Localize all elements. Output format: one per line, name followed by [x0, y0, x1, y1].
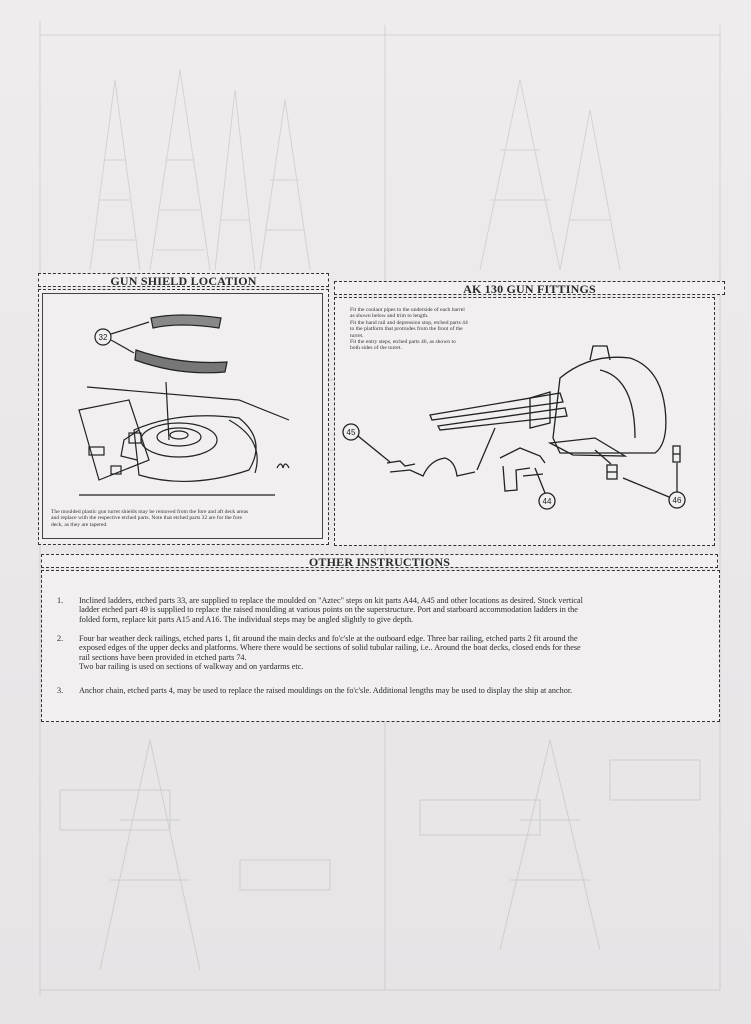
- instruction-number: 3.: [57, 686, 64, 695]
- gun-shield-caption: The moulded plastic gun turret shields may be removed from the fore and aft deck areas and replace with the respective etched parts. Note that etched parts 32 are for the fore deck, as they are tapered.: [51, 509, 249, 528]
- gun-shield-panel: [38, 289, 329, 545]
- instruction-number: 2.: [57, 634, 64, 643]
- other-instructions-title: OTHER INSTRUCTIONS: [41, 554, 718, 568]
- instruction-number: 1.: [57, 596, 64, 605]
- instruction-text: Anchor chain, etched parts 4, may be used to replace the raised mouldings on the fo'c'sle. Additional lengths may be used to display the ship at anchor.: [79, 686, 573, 695]
- callout-46: 46: [672, 496, 682, 505]
- gun-fittings-title: AK 130 GUN FITTINGS: [334, 281, 725, 295]
- instruction-item-1: [57, 596, 707, 636]
- gun-fittings-diagram: [335, 298, 713, 544]
- callout-45: 45: [346, 428, 356, 437]
- gun-fittings-notes: Fit the coolant pipes to the underside of each barrel as shown below and trim to length. Fit the hand rail and depression stop, etched parts 44 to the platform that protrudes from the front of the turret. Fit the entry steps, etched parts 46, as shown to both sides of the turret.: [350, 307, 468, 352]
- instruction-text: Four bar weather deck railings, etched parts 1, fit around the main decks and fo'c'sle at the outboard edge. Three bar railing, etched parts 2 fit around the exposed edges of the upper decks and platforms. Where there would be sections of solid tubular railing, i.e.. Around the boat decks, closed ends for these rail sections have been provided in etched parts 74. Two bar railing is used on sections of walkway and on yardarms etc.: [79, 634, 581, 672]
- gun-shield-diagram: [39, 290, 327, 543]
- instruction-text: Inclined ladders, etched parts 33, are supplied to replace the moulded on "Aztec" steps on kit parts A44, A45 and other locations as desired. Stock vertical ladder etched part 49 is supplied to replace the raised moulding at various points on the superstructure. Port and starboard accommodation ladders in the folded form, replace kit parts A15 and A16. The individual steps may be angled slightly to give depth.: [79, 596, 583, 624]
- gun-shield-callout: 32: [98, 333, 108, 342]
- callout-44: 44: [542, 497, 552, 506]
- gun-fittings-panel: [334, 297, 715, 546]
- instruction-item-2: [57, 634, 707, 678]
- instruction-item-3: [57, 686, 707, 698]
- gun-shield-title: GUN SHIELD LOCATION: [38, 273, 329, 287]
